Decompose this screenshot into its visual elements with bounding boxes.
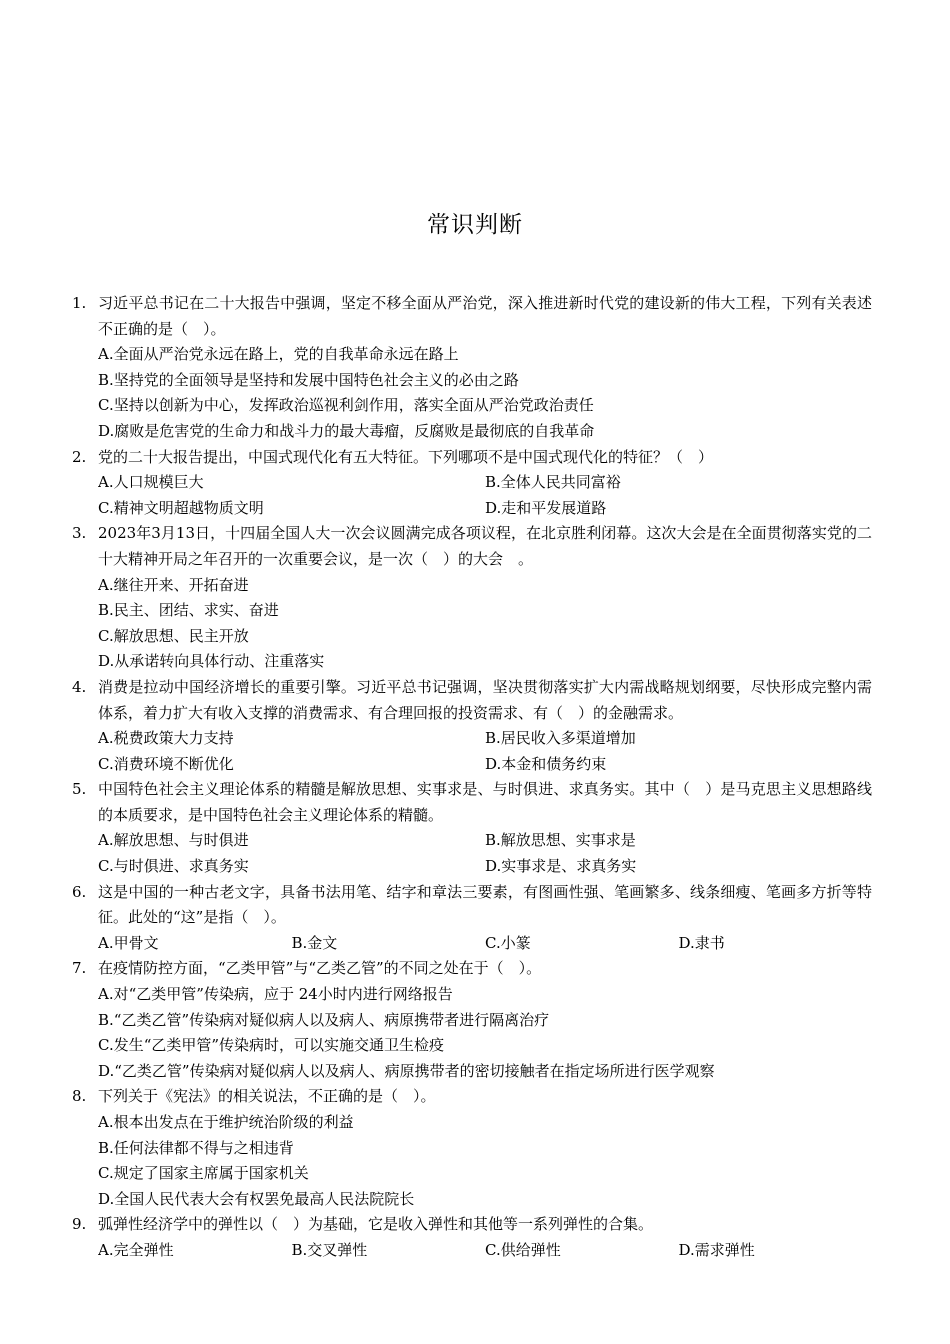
- question-list: [72, 291, 872, 1264]
- question-item: [72, 1084, 872, 1212]
- answer-option: D.实事求是、求真务实: [485, 857, 637, 876]
- question-number: 6.: [72, 882, 87, 901]
- answer-option: A.全面从严治党永远在路上，党的自我革命永远在路上: [98, 345, 459, 364]
- answer-option: C.小篆: [485, 933, 531, 952]
- answer-option: A.甲骨文: [98, 933, 159, 952]
- option-row: [98, 1187, 872, 1213]
- question-line: [72, 1084, 872, 1110]
- answer-option: A.解放思想、与时俱进: [98, 831, 249, 850]
- option-row: [98, 649, 872, 675]
- answer-option: D.“乙类乙管”传染病对疑似病人以及病人、病原携带者的密切接触者在指定场所进行医学观察: [98, 1061, 715, 1080]
- option-row: [98, 1008, 872, 1034]
- question-item: [72, 291, 872, 445]
- question-stem: 中国特色社会主义理论体系的精髓是解放思想、实事求是、与时俱进、求真务实。其中（ ）是马克思主义思想路线的本质要求，是中国特色社会主义理论体系的精髓。: [98, 780, 872, 824]
- question-number: 8.: [72, 1087, 87, 1106]
- question-line: [72, 880, 872, 931]
- question-item: [72, 675, 872, 777]
- answer-option: C.坚持以创新为中心，发挥政治巡视利剑作用，落实全面从严治党政治责任: [98, 396, 594, 415]
- option-list: [98, 828, 872, 879]
- question-number: 9.: [72, 1215, 87, 1234]
- answer-option: B.坚持党的全面领导是坚持和发展中国特色社会主义的必由之路: [98, 370, 519, 389]
- question-line: [72, 445, 872, 471]
- answer-option: C.供给弹性: [485, 1240, 561, 1259]
- answer-option: A.完全弹性: [98, 1240, 174, 1259]
- option-row: [98, 1110, 872, 1136]
- answer-option: A.税费政策大力支持: [98, 729, 234, 748]
- question-number: 7.: [72, 959, 87, 978]
- option-list: [98, 342, 872, 444]
- option-row: [98, 828, 872, 854]
- question-line: [72, 777, 872, 828]
- option-row: [98, 1238, 872, 1264]
- answer-option: C.解放思想、民主开放: [98, 626, 249, 645]
- option-list: [98, 573, 872, 675]
- option-list: [98, 1238, 872, 1264]
- question-line: [72, 956, 872, 982]
- option-row: [98, 726, 872, 752]
- question-number: 3.: [72, 524, 87, 543]
- question-line: [72, 675, 872, 726]
- option-list: [98, 982, 872, 1084]
- option-list: [98, 1110, 872, 1212]
- question-item: [72, 777, 872, 879]
- answer-option: A.人口规模巨大: [98, 473, 204, 492]
- option-row: [98, 931, 872, 957]
- option-row: [98, 1136, 872, 1162]
- option-row: [98, 573, 872, 599]
- option-list: [98, 470, 872, 521]
- option-list: [98, 726, 872, 777]
- answer-option: D.腐败是危害党的生命力和战斗力的最大毒瘤，反腐败是最彻底的自我革命: [98, 421, 595, 440]
- answer-option: A.对“乙类甲管”传染病，应于 24小时内进行网络报告: [98, 985, 453, 1004]
- question-stem: 习近平总书记在二十大报告中强调，坚定不移全面从严治党，深入推进新时代党的建设新的伟大工程，下列有关表述不正确的是（ ）。: [98, 294, 872, 338]
- question-item: [72, 445, 872, 522]
- option-row: [98, 752, 872, 778]
- option-row: [98, 419, 872, 445]
- question-number: 2.: [72, 447, 87, 466]
- option-row: [98, 854, 872, 880]
- question-stem: 弧弹性经济学中的弹性以（ ）为基础，它是收入弹性和其他等一系列弹性的合集。: [98, 1215, 654, 1234]
- question-number: 5.: [72, 780, 87, 799]
- option-row: [98, 470, 872, 496]
- answer-option: D.本金和债务约束: [485, 754, 607, 773]
- answer-option: B.“乙类乙管”传染病对疑似病人以及病人、病原携带者进行隔离治疗: [98, 1010, 550, 1029]
- question-stem: 2023年3月13日，十四届全国人大一次会议圆满完成各项议程，在北京胜利闭幕。这次大会是在全面贯彻落实党的二十大精神开局之年召开的一次重要会议，是一次（ ）的大会 。: [98, 524, 872, 568]
- question-line: [72, 1212, 872, 1238]
- question-stem: 消费是拉动中国经济增长的重要引擎。习近平总书记强调，坚决贯彻落实扩大内需战略规划纲要，尽快形成完整内需体系，着力扩大有收入支撑的消费需求、有合理回报的投资需求、有（ ）的金融需求。: [98, 677, 872, 722]
- question-line: [72, 521, 872, 572]
- answer-option: B.民主、团结、求实、奋进: [98, 601, 279, 620]
- question-item: [72, 1212, 872, 1263]
- answer-option: D.全国人民代表大会有权罢免最高人民法院院长: [98, 1189, 415, 1208]
- option-row: [98, 1033, 872, 1059]
- answer-option: B.交叉弹性: [291, 1240, 368, 1259]
- answer-option: D.隶书: [678, 933, 725, 952]
- option-row: [98, 624, 872, 650]
- question-item: [72, 956, 872, 1084]
- option-row: [98, 1059, 872, 1085]
- answer-option: D.需求弹性: [678, 1240, 755, 1259]
- question-stem: 下列关于《宪法》的相关说法，不正确的是（ ）。: [98, 1087, 436, 1106]
- section-title: 常识判断: [427, 212, 523, 238]
- question-number: 1.: [72, 294, 87, 312]
- question-stem: 在疫情防控方面，“乙类甲管”与“乙类乙管”的不同之处在于（ ）。: [98, 959, 542, 978]
- option-row: [98, 982, 872, 1008]
- answer-option: C.消费环境不断优化: [98, 754, 234, 773]
- question-item: [72, 880, 872, 957]
- question-number: 4.: [72, 677, 87, 696]
- answer-option: B.全体人民共同富裕: [485, 473, 621, 492]
- question-item: [72, 521, 872, 675]
- question-stem: 党的二十大报告提出，中国式现代化有五大特征。下列哪项不是中国式现代化的特征？（ ）: [98, 447, 714, 466]
- answer-option: C.规定了国家主席属于国家机关: [98, 1164, 309, 1183]
- answer-option: C.精神文明超越物质文明: [98, 498, 264, 517]
- option-list: [98, 931, 872, 957]
- answer-option: C.发生“乙类甲管”传染病时，可以实施交通卫生检疫: [98, 1036, 445, 1055]
- answer-option: B.居民收入多渠道增加: [485, 729, 636, 748]
- option-row: [98, 1161, 872, 1187]
- option-row: [98, 368, 872, 394]
- answer-option: A.根本出发点在于维护统治阶级的利益: [98, 1113, 354, 1131]
- question-stem: 这是中国的一种古老文字，具备书法用笔、结字和章法三要素，有图画性强、笔画繁多、线条细瘦、笔画多方折等特征。此处的“这”是指（ ）。: [98, 882, 872, 927]
- answer-option: B.任何法律都不得与之相违背: [98, 1138, 294, 1157]
- answer-option: D.从承诺转向具体行动、注重落实: [98, 652, 325, 671]
- answer-option: C.与时俱进、求真务实: [98, 857, 249, 876]
- answer-option: B.解放思想、实事求是: [485, 831, 636, 850]
- option-row: [98, 393, 872, 419]
- question-line: [72, 291, 872, 342]
- option-row: [98, 342, 872, 368]
- answer-option: D.走和平发展道路: [485, 498, 607, 517]
- option-row: [98, 496, 872, 522]
- answer-option: B.金文: [291, 933, 338, 952]
- option-row: [98, 598, 872, 624]
- answer-option: A.继往开来、开拓奋进: [98, 575, 249, 594]
